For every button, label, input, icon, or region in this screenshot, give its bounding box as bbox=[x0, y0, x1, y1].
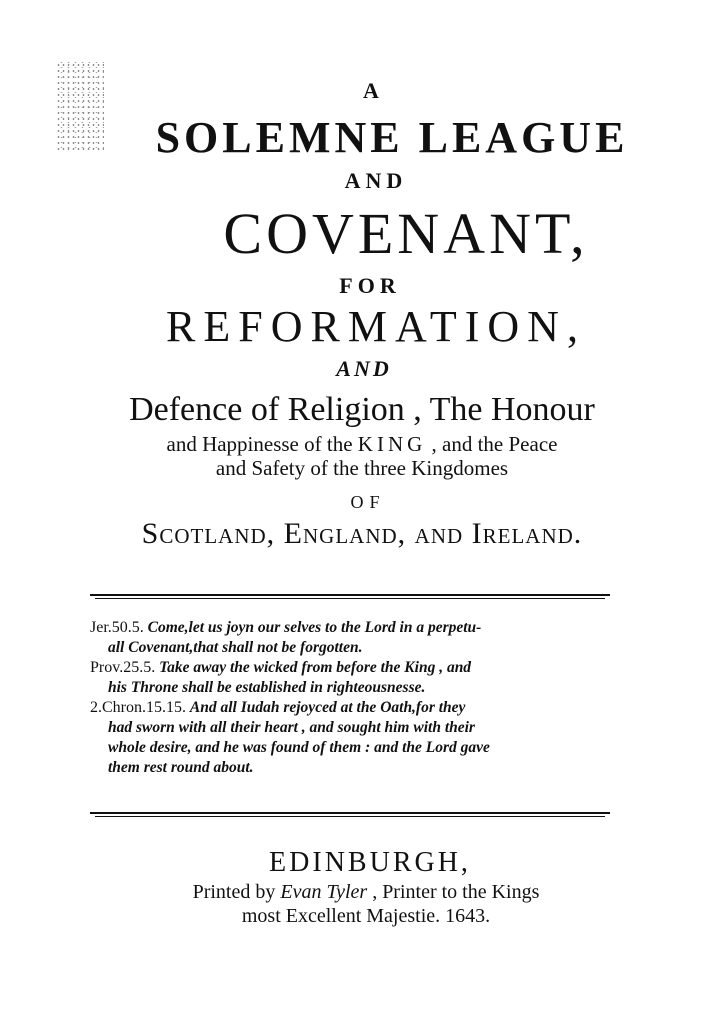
subtitle-of: OF bbox=[350, 492, 386, 512]
verse-text: had sworn with all their heart , and sought him with their bbox=[108, 719, 475, 736]
verse-proverbs-cont bbox=[90, 678, 630, 698]
imprint-city: EDINBURGH, bbox=[269, 847, 471, 878]
subtitle-king: KING bbox=[357, 432, 427, 456]
heading-covenant: COVENANT, bbox=[223, 201, 589, 266]
divider-bottom bbox=[90, 812, 610, 814]
verse-ref: Jer.50.5. bbox=[90, 619, 144, 636]
verse-jeremiah bbox=[90, 618, 630, 638]
heading-reformation: REFORMATION, bbox=[166, 302, 586, 351]
subtitle-happiness-pre: and Happinesse of the bbox=[166, 432, 353, 456]
divider-top-inner bbox=[95, 598, 605, 599]
verse-chronicles-cont bbox=[90, 718, 630, 738]
verse-chronicles-cont bbox=[90, 758, 630, 778]
imprint-majesty-line bbox=[0, 906, 724, 926]
verse-chronicles bbox=[90, 698, 630, 718]
verse-text: them rest round about. bbox=[108, 759, 254, 776]
verse-chronicles-cont bbox=[90, 738, 630, 758]
imprint-printed-by: Printed by bbox=[192, 881, 276, 903]
subtitle-happiness bbox=[0, 434, 724, 455]
verse-text: whole desire, and he was found of them : and the Lord gave bbox=[108, 739, 490, 756]
verse-jeremiah-cont bbox=[90, 638, 630, 658]
heading-solemne-league: SOLEMNE LEAGUE bbox=[155, 113, 629, 162]
subtitle-defence: Defence of Religion , The Honour bbox=[129, 391, 595, 428]
heading-a: A bbox=[363, 78, 381, 103]
heading-for: FOR bbox=[339, 273, 401, 298]
verse-text: all Covenant,that shall not be forgotten. bbox=[108, 639, 363, 656]
imprint-most-excellent: most Excellent Majestie. bbox=[241, 905, 441, 927]
verse-text: And all Iudah rejoyced at the Oath,for they bbox=[189, 699, 466, 716]
heading-and-italic: AND bbox=[336, 356, 392, 381]
subtitle-happiness-post: , and the Peace bbox=[431, 432, 558, 456]
imprint-year: 1643. bbox=[445, 905, 491, 927]
subtitle-kingdoms: Scotland, England, and Ireland. bbox=[141, 517, 583, 550]
imprint-printer-line bbox=[0, 882, 724, 902]
verse-text: Take away the wicked from before the King , and bbox=[159, 659, 472, 676]
scripture-block bbox=[90, 618, 630, 778]
divider-bottom-inner bbox=[95, 816, 605, 817]
heading-and: AND bbox=[344, 168, 408, 193]
subtitle-safety: and Safety of the three Kingdomes bbox=[215, 456, 509, 480]
verse-text: his Throne shall be established in righteousnesse. bbox=[108, 679, 426, 696]
divider-top bbox=[90, 594, 610, 596]
verse-proverbs bbox=[90, 658, 630, 678]
verse-ref: Prov.25.5. bbox=[90, 659, 156, 676]
imprint-printer-name: Evan Tyler bbox=[280, 881, 368, 903]
verse-ref: 2.Chron.15.15. bbox=[90, 699, 186, 716]
imprint-printer-title: , Printer to the Kings bbox=[372, 881, 540, 903]
verse-text: Come,let us joyn our selves to the Lord in a perpetu- bbox=[147, 619, 482, 636]
